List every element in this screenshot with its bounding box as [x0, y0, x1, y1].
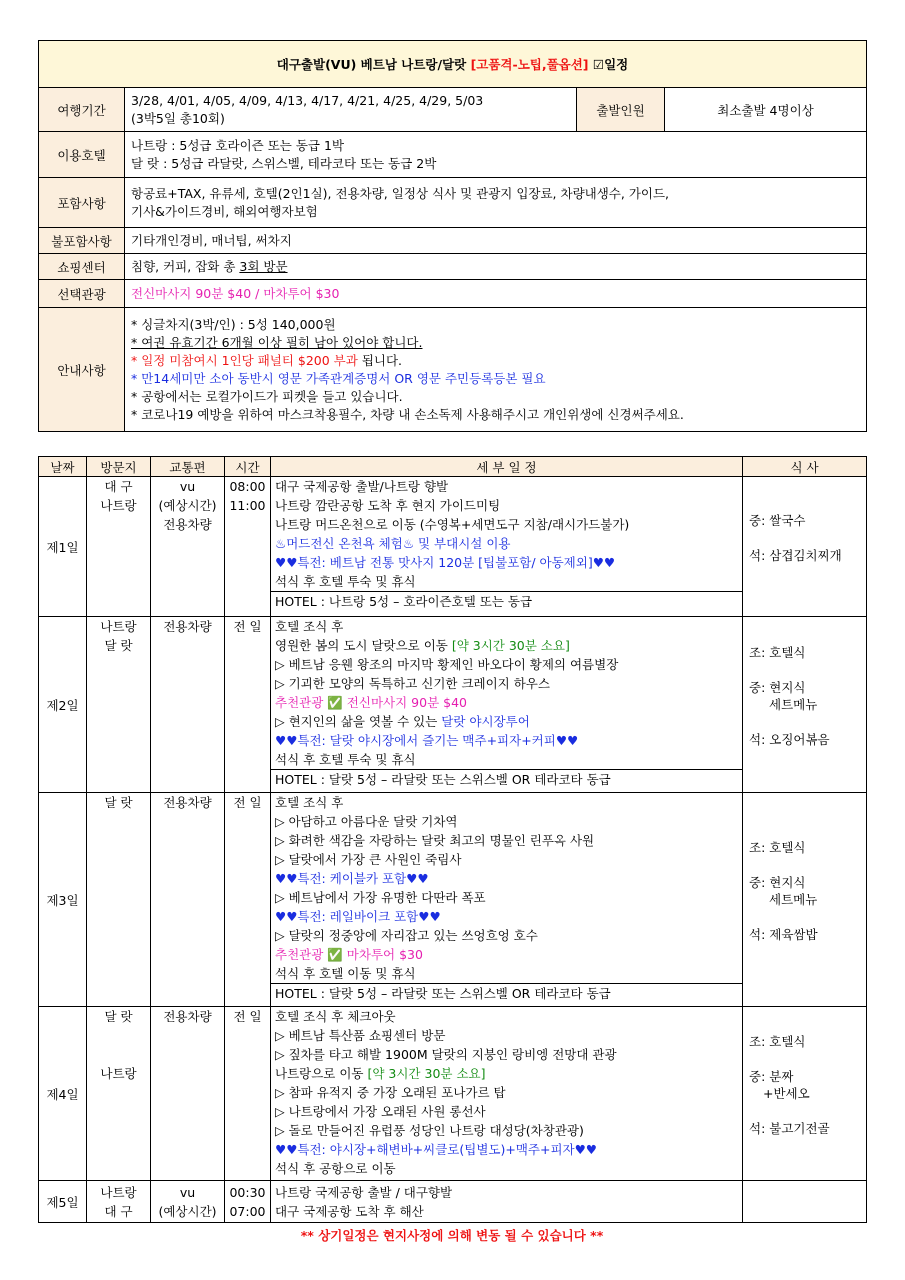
meal: 중: 쌀국수: [749, 512, 806, 528]
day-detail: [271, 1181, 743, 1223]
detail-line: ▷ 짚차를 타고 해발 1900M 달랏의 지붕인 랑비엥 전망대 관광: [275, 1047, 617, 1062]
day-place: [87, 1007, 151, 1181]
detail-line: ▷ 돌로 만들어진 유럽풍 성당인 나트랑 대성당(차창관광): [275, 1123, 584, 1138]
day-transport: 전용차량: [151, 617, 225, 793]
day-place: [87, 1181, 151, 1223]
day-time: 전 일: [225, 617, 271, 793]
day-detail: [271, 793, 743, 1007]
detail-line: 나트랑 국제공항 출발 / 대구향발: [275, 1184, 453, 1200]
detail-line: ▷ 기괴한 모양의 독특하고 신기한 크레이지 하우스: [275, 676, 550, 691]
time: 11:00: [229, 498, 266, 513]
detail-line: ▷ 달랏에서 가장 큰 사원인 죽림사: [275, 852, 462, 867]
place: 나트랑: [100, 1066, 137, 1081]
title-main: 대구출발(VU) 베트남 나트랑/달랏: [276, 57, 471, 72]
page-title: [39, 41, 867, 88]
day-meal: [743, 477, 867, 617]
detail-text: ▷ 현지인의 삶을 엿볼 수 있는: [275, 714, 442, 729]
included-value: [125, 178, 867, 228]
day-meal: [743, 793, 867, 1007]
day-transport: 전용차량: [151, 793, 225, 1007]
day-row: [39, 1007, 867, 1181]
penalty-suffix: 됩니다.: [357, 352, 403, 368]
detail-line: ▷ 달랏의 정중앙에 자리잡고 있는 쓰엉흐엉 호수: [275, 928, 538, 943]
day-place: [87, 617, 151, 793]
notice-line: * 만14세미만 소아 동반시 영문 가족관계증명서 OR 영문 주민등록등본 필요: [131, 370, 546, 386]
transport: 전용차량: [163, 517, 212, 532]
day-detail: [271, 617, 743, 793]
schedule-header: [39, 457, 867, 477]
period-label: 여행기간: [39, 88, 125, 132]
notice-line: [131, 352, 860, 370]
hotel-label: 이용호텔: [39, 132, 125, 178]
pax-label: 출발인원: [577, 88, 665, 132]
included-label: 포함사항: [39, 178, 125, 228]
detail-line: ♥♥특전: 레일바이크 포함♥♥: [275, 909, 441, 924]
day-time: [225, 477, 271, 617]
recommended-tour: 추천관광 ✅ 마차투어 $30: [275, 947, 423, 962]
detail-line: ♥♥특전: 야시장+해변바+씨클로(팁별도)+맥주+피자♥♥: [275, 1142, 598, 1157]
transport: vu: [179, 1184, 196, 1200]
penalty-text: * 일정 미참여시 1인당 패널티 $200 부과: [131, 352, 358, 368]
shopping-count: 3회 방문: [239, 258, 288, 274]
detail-line: [271, 1064, 742, 1083]
day-row: [39, 1181, 867, 1223]
day-label: 제4일: [39, 1007, 87, 1181]
detail-line: 나트랑 머드온천으로 이동 (수영복+세면도구 지참/래시가드불가): [275, 517, 630, 532]
col-date: 날짜: [39, 457, 87, 477]
day-detail: [271, 477, 743, 617]
detail-line: 나트랑 깜란공항 도착 후 현지 가이드미팅: [275, 498, 501, 513]
day-meal: [743, 1007, 867, 1181]
detail-line: 석식 후 호텔 투숙 및 휴식: [275, 574, 416, 589]
optional-label: 선택관광: [39, 280, 125, 308]
detail-line: ▷ 아담하고 아름다운 달랏 기차역: [275, 814, 458, 829]
day-place: 달 랏: [87, 793, 151, 1007]
notice-line: * 코로나19 예방을 위하여 마스크착용필수, 차량 내 손소독제 사용해주시고 개인위생에 신경써주세요.: [131, 406, 684, 422]
recommended-tour: 추천관광 ✅ 전신마사지 90분 $40: [275, 695, 467, 710]
day-label: 제5일: [39, 1181, 87, 1223]
included-line: 항공료+TAX, 유류세, 호텔(2인1실), 전용차량, 일정상 식사 및 관광지 입장료, 차량내생수, 가이드,: [131, 185, 670, 201]
col-detail: 세 부 일 정: [271, 457, 743, 477]
transport: vu: [179, 479, 196, 494]
transport: (예상시간): [158, 498, 217, 513]
day-row: [39, 793, 867, 1007]
period-value: [125, 88, 577, 132]
detail-line: ▷ 베트남 응웬 왕조의 마지막 황제인 바오다이 황제의 여름별장: [275, 657, 619, 672]
day-detail: [271, 1007, 743, 1181]
detail-line: 호텔 조식 후: [275, 619, 344, 634]
meal-text: 세트메뉴: [769, 696, 818, 712]
day-transport: [151, 477, 225, 617]
meal: 조: 호텔식: [749, 644, 806, 660]
col-transport: 교통편: [151, 457, 225, 477]
schedule-table: [38, 456, 867, 1223]
detail-line: ▷ 베트남 특산품 쇼핑센터 방문: [275, 1028, 446, 1043]
detail-line: 대구 국제공항 출발/나트랑 향발: [275, 479, 449, 494]
meal: 조: 호텔식: [749, 1033, 806, 1049]
detail-line: 석식 후 호텔 이동 및 휴식: [275, 966, 416, 981]
meal: 조: 호텔식: [749, 839, 806, 855]
meal: [749, 874, 860, 908]
detail-line: ♥♥특전: 베트남 전통 맛사지 120분 [팁불포함/ 아동제외]♥♥: [275, 555, 616, 570]
detail-line: ♨머드전신 온천욕 체험♨ 및 부대시설 이용: [275, 536, 511, 551]
col-place: 방문지: [87, 457, 151, 477]
detail-line: 대구 국제공항 도착 후 해산: [275, 1203, 424, 1219]
place: 달 랏: [104, 1009, 133, 1024]
place: 대 구: [104, 479, 133, 494]
hotel-line: HOTEL : 달랏 5성 – 라달랏 또는 스위스벨 OR 테라코타 동급: [271, 983, 742, 1003]
footer-notice: ** 상기일정은 현지사정에 의해 변동 될 수 있습니다 **: [300, 1228, 604, 1243]
hotel-line: HOTEL : 달랏 5성 – 라달랏 또는 스위스벨 OR 테라코타 동급: [271, 769, 742, 789]
place: 대 구: [104, 1203, 133, 1219]
day-transport: 전용차량: [151, 1007, 225, 1181]
meal-text: 세트메뉴: [769, 891, 818, 907]
day-time: 전 일: [225, 1007, 271, 1181]
place: 달 랏: [104, 638, 133, 653]
detail-line: ▷ 화려한 색감을 자랑하는 달랏 최고의 명물인 린푸옥 사원: [275, 833, 595, 848]
included-line: 기사&가이드경비, 해외여행자보험: [131, 203, 318, 219]
duration: [약 3시간 30분 소요]: [367, 1066, 486, 1081]
detail-text: 영원한 봄의 도시 달랏으로 이동: [275, 638, 452, 653]
hotel-line: HOTEL : 나트랑 5성 – 호라이즌호텔 또는 동급: [271, 591, 742, 611]
detail-line: 호텔 조식 후 체크아웃: [275, 1009, 396, 1024]
detail-line: 호텔 조식 후: [275, 795, 344, 810]
day-transport: [151, 1181, 225, 1223]
place: 나트랑: [100, 619, 137, 634]
notice-line: * 여권 유효기간 6개월 이상 필히 남아 있어야 합니다.: [131, 334, 423, 350]
night-market: 달랏 야시장투어: [441, 714, 530, 729]
pax-value: 최소출발 4명이상: [665, 88, 867, 132]
day-label: 제2일: [39, 617, 87, 793]
day-label: 제1일: [39, 477, 87, 617]
transport: (예상시간): [158, 1203, 217, 1219]
place: 나트랑: [100, 1184, 137, 1200]
shopping-items: 침향, 커피, 잡화 총: [131, 258, 240, 274]
notice-label: 안내사항: [39, 308, 125, 432]
duration: [약 3시간 30분 소요]: [451, 638, 570, 653]
shopping-label: 쇼핑센터: [39, 254, 125, 280]
trip-info-table: [38, 40, 867, 432]
hotel-line: 나트랑 : 5성급 호라이즌 또는 동급 1박: [131, 137, 345, 153]
meal-text: 중: 분짜: [749, 1068, 794, 1084]
place: 나트랑: [100, 498, 137, 513]
detail-line: [271, 712, 742, 731]
meal-text: 중: 현지식: [749, 874, 806, 890]
day-row: [39, 477, 867, 617]
optional-value: 전신마사지 90분 $40 / 마차투어 $30: [125, 280, 867, 308]
col-meal: 식 사: [743, 457, 867, 477]
day-meal: [743, 617, 867, 793]
meal: 석: 불고기전골: [749, 1120, 830, 1136]
time: 07:00: [229, 1203, 266, 1219]
meal: 석: 삼겹김치찌개: [749, 547, 842, 563]
notice-line: * 싱글차지(3박/인) : 5성 140,000원: [131, 316, 336, 332]
detail-line: ▷ 참파 유적지 중 가장 오래된 포나가르 탑: [275, 1085, 506, 1100]
detail-line: ♥♥특전: 달랏 야시장에서 즐기는 맥주+피자+커피♥♥: [275, 733, 579, 748]
day-time: 전 일: [225, 793, 271, 1007]
meal: 석: 오징어볶음: [749, 731, 830, 747]
period-count: (3박5일 총10회): [131, 110, 225, 126]
day-row: [39, 617, 867, 793]
title-highlight: [고품격-노팁,풀옵션]: [470, 57, 589, 72]
detail-text: 나트랑으로 이동: [275, 1066, 368, 1081]
shopping-value: [125, 254, 867, 280]
day-place: [87, 477, 151, 617]
hotel-value: [125, 132, 867, 178]
day-meal: [743, 1181, 867, 1223]
time: 08:00: [229, 479, 266, 494]
notice-line: * 공항에서는 로컬가이드가 피켓을 들고 있습니다.: [131, 388, 403, 404]
excluded-value: 기타개인경비, 매너팁, 써차지: [125, 228, 867, 254]
time: 00:30: [229, 1184, 266, 1200]
meal: [749, 1068, 860, 1102]
col-time: 시간: [225, 457, 271, 477]
meal: 석: 제육쌈밥: [749, 926, 818, 942]
hotel-line: 달 랏 : 5성급 라달랏, 스위스벨, 테라코타 또는 동급 2박: [131, 155, 437, 171]
notice-value: [125, 308, 867, 432]
title-suffix: ☑일정: [588, 57, 629, 72]
detail-line: ▷ 나트랑에서 가장 오래된 사원 롱선사: [275, 1104, 486, 1119]
day-label: 제3일: [39, 793, 87, 1007]
detail-line: ♥♥특전: 케이블카 포함♥♥: [275, 871, 429, 886]
detail-line: [271, 636, 742, 655]
detail-line: ▷ 베트남에서 가장 유명한 다딴라 폭포: [275, 890, 486, 905]
excluded-label: 불포함사항: [39, 228, 125, 254]
meal-text: 중: 현지식: [749, 679, 806, 695]
meal-text: +반세오: [763, 1085, 810, 1101]
period-dates: 3/28, 4/01, 4/05, 4/09, 4/13, 4/17, 4/21, 4/25, 4/29, 5/03: [131, 92, 484, 108]
detail-line: 석식 후 호텔 투숙 및 휴식: [275, 752, 416, 767]
detail-line: 석식 후 공항으로 이동: [275, 1161, 396, 1176]
day-time: [225, 1181, 271, 1223]
meal: [749, 679, 860, 713]
